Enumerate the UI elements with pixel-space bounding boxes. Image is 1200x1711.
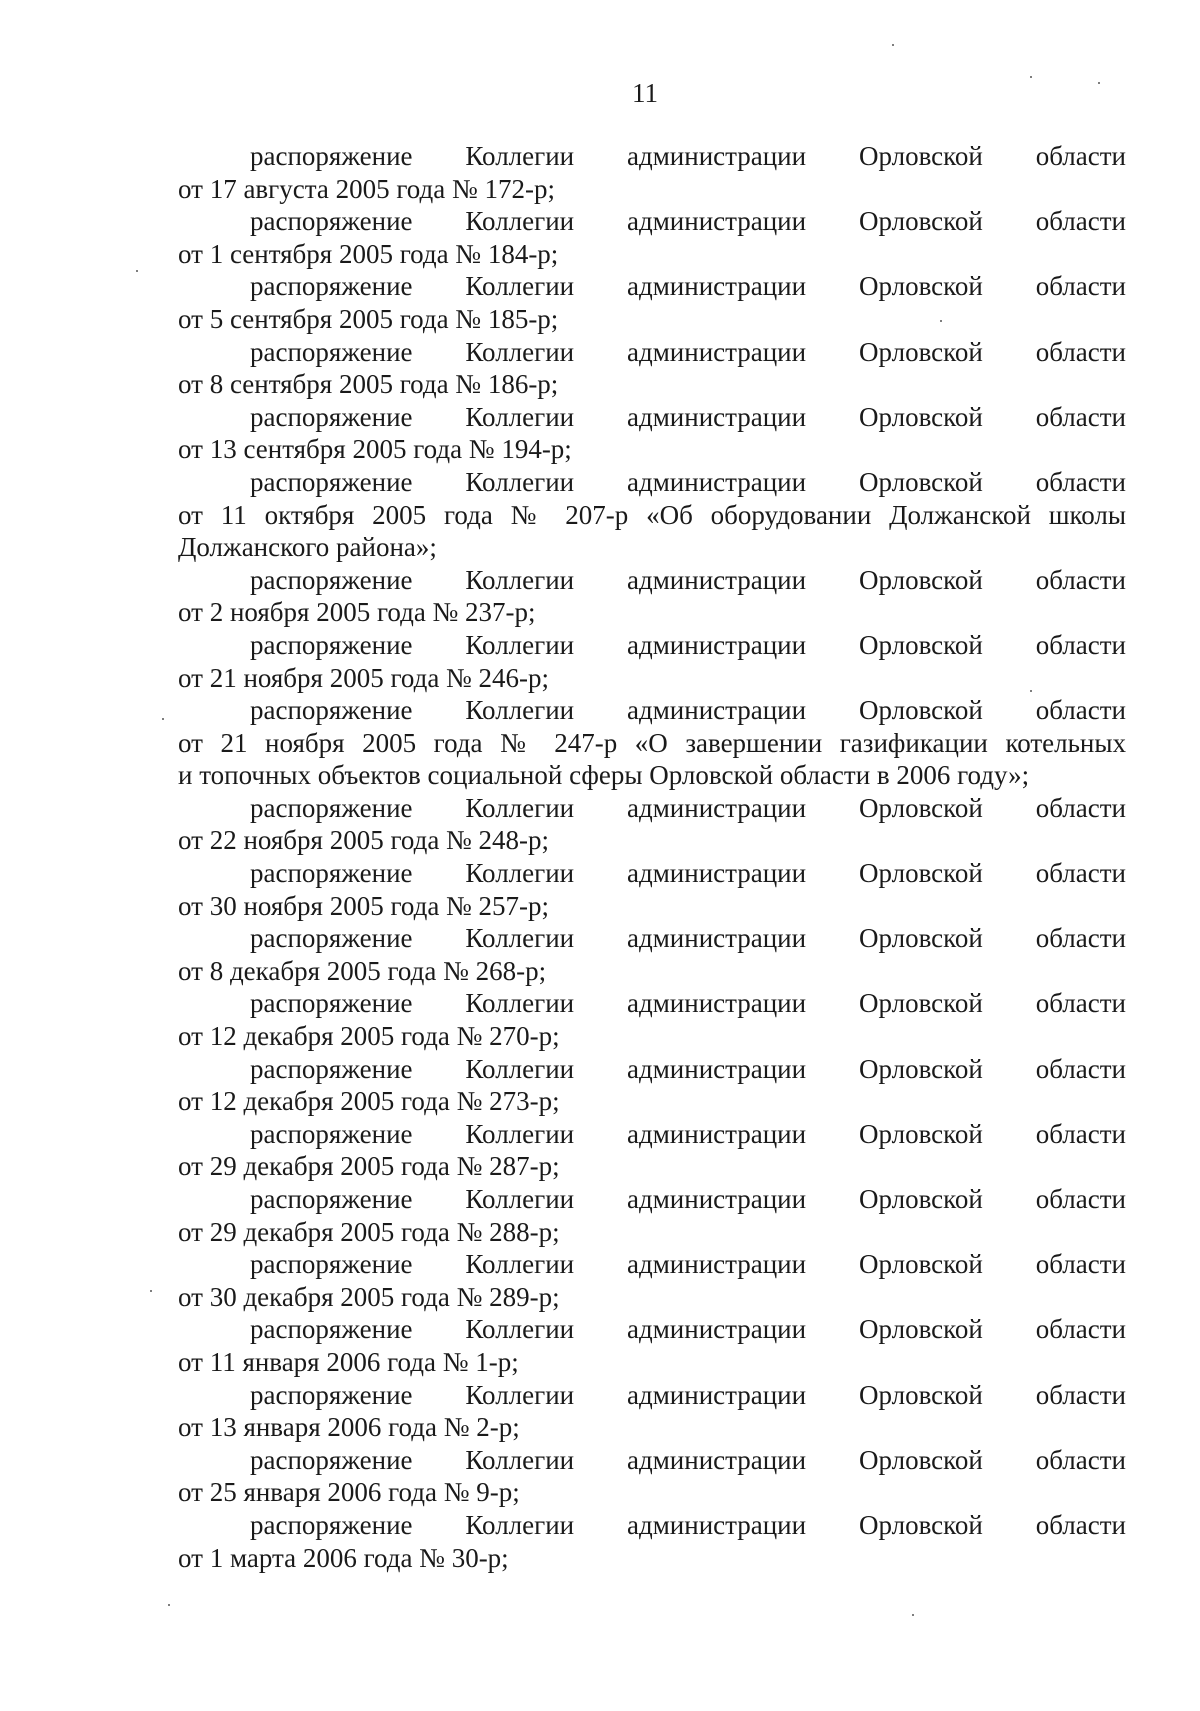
entry-text-line: от 21 ноября 2005 года № 247-р «О завершении газификации котельных <box>178 727 1126 758</box>
scan-speck <box>1030 690 1032 692</box>
entry-text-line: от 29 декабря 2005 года № 287-р; <box>178 1151 560 1182</box>
document-entry <box>178 270 1126 335</box>
entry-lead-word: Коллегии <box>465 141 575 171</box>
entry-lead-word: Орловской <box>858 858 983 889</box>
entry-lead-word: администрации <box>626 629 807 660</box>
entry-lead-line <box>178 629 1126 662</box>
entry-lead-word: области <box>1035 1249 1126 1280</box>
entry-text-line: от 5 сентября 2005 года № 185-р; <box>178 303 559 334</box>
entry-text-line: от 1 сентября 2005 года № 184-р; <box>178 238 559 269</box>
document-entry <box>178 1509 1126 1574</box>
entry-lead-word: Орловской <box>858 1444 983 1475</box>
entry-lead-line <box>178 401 1126 434</box>
document-entry <box>178 1444 1126 1509</box>
document-entry <box>178 922 1126 987</box>
entry-lead-word: распоряжение <box>250 1509 413 1540</box>
entry-lead-word: области <box>1035 141 1126 171</box>
document-entry <box>178 1053 1126 1118</box>
entry-lead-line <box>178 792 1126 825</box>
entry-lead-word: распоряжение <box>250 988 413 1019</box>
scan-speck <box>168 1604 170 1606</box>
entry-lead-word: области <box>1035 1444 1126 1475</box>
entry-text-line: от 11 октября 2005 года № 207-р «Об оборудовании Должанской школы <box>178 499 1126 530</box>
entry-text-line: от 8 декабря 2005 года № 268-р; <box>178 955 547 986</box>
entry-lead-word: Орловской <box>858 695 983 726</box>
entry-lead-word: распоряжение <box>250 629 413 660</box>
entry-lead-word: администрации <box>626 1249 807 1280</box>
entry-text-line: Должанского района»; <box>178 532 437 563</box>
entry-lead-word: распоряжение <box>250 858 413 889</box>
scan-speck <box>940 320 942 322</box>
entry-lead-word: распоряжение <box>250 206 413 237</box>
entry-lead-word: Орловской <box>858 271 983 302</box>
entry-text-line: от 11 января 2006 года № 1-р; <box>178 1346 519 1377</box>
entry-lead-word: администрации <box>626 695 807 726</box>
entry-lead-word: Коллегии <box>465 1118 575 1149</box>
document-entry <box>178 336 1126 401</box>
entry-lead-word: администрации <box>626 858 807 889</box>
entry-lead-word: области <box>1035 695 1126 726</box>
entry-lead-word: администрации <box>626 564 807 595</box>
entry-lead-word: Коллегии <box>465 1053 575 1084</box>
entry-lead-line <box>178 564 1126 597</box>
entry-lead-word: области <box>1035 629 1126 660</box>
entry-lead-word: распоряжение <box>250 336 413 367</box>
entry-lead-word: Коллегии <box>465 466 575 497</box>
entry-lead-word: администрации <box>626 1444 807 1475</box>
entry-lead-word: Коллегии <box>465 1379 575 1410</box>
entry-lead-word: администрации <box>626 401 807 432</box>
scan-speck <box>1098 82 1100 84</box>
entry-text-line: и топочных объектов социальной сферы Орловской области в 2006 году»; <box>178 760 1030 791</box>
entry-lead-word: Орловской <box>858 466 983 497</box>
entry-lead-word: Орловской <box>858 1379 983 1410</box>
entry-lead-word: распоряжение <box>250 1444 413 1475</box>
entry-lead-word: администрации <box>626 1053 807 1084</box>
document-entry <box>178 987 1126 1052</box>
entry-lead-word: Орловской <box>858 792 983 823</box>
entry-lead-word: распоряжение <box>250 564 413 595</box>
entry-lead-word: распоряжение <box>250 1118 413 1149</box>
entry-lead-line <box>178 336 1126 369</box>
entry-lead-word: Орловской <box>858 336 983 367</box>
entry-lead-word: области <box>1035 206 1126 237</box>
entry-lead-line <box>178 1248 1126 1281</box>
entry-lead-word: Орловской <box>858 1509 983 1540</box>
document-body <box>178 140 1126 1574</box>
entry-lead-line <box>178 205 1126 238</box>
entry-lead-word: администрации <box>626 336 807 367</box>
entry-lead-line <box>178 1444 1126 1477</box>
entry-lead-word: администрации <box>626 988 807 1019</box>
entry-lead-word: администрации <box>626 141 807 171</box>
document-entry <box>178 1248 1126 1313</box>
entry-lead-word: области <box>1035 1314 1126 1345</box>
entry-lead-line <box>178 1379 1126 1412</box>
entry-lead-word: области <box>1035 988 1126 1019</box>
entry-lead-word: Коллегии <box>465 1444 575 1475</box>
entry-lead-word: области <box>1035 271 1126 302</box>
entry-lead-line <box>178 1509 1126 1542</box>
entry-lead-word: Орловской <box>858 141 983 171</box>
entry-lead-line <box>178 922 1126 955</box>
scan-speck <box>912 1614 914 1616</box>
document-entry <box>178 792 1126 857</box>
entry-lead-word: Коллегии <box>465 695 575 726</box>
entry-lead-word: области <box>1035 1509 1126 1540</box>
entry-lead-word: администрации <box>626 792 807 823</box>
entry-lead-line <box>178 1118 1126 1151</box>
document-entry <box>178 1183 1126 1248</box>
entry-lead-line <box>178 694 1126 727</box>
entry-lead-word: области <box>1035 401 1126 432</box>
scan-speck <box>892 44 894 46</box>
scan-speck <box>1030 76 1032 78</box>
entry-lead-word: администрации <box>626 1379 807 1410</box>
entry-text-line: от 12 декабря 2005 года № 273-р; <box>178 1086 560 1117</box>
page-number: 11 <box>632 78 658 108</box>
entry-lead-word: Коллегии <box>465 401 575 432</box>
entry-lead-line <box>178 270 1126 303</box>
entry-lead-word: Орловской <box>858 401 983 432</box>
entry-lead-word: области <box>1035 564 1126 595</box>
entry-text-line: от 8 сентября 2005 года № 186-р; <box>178 369 559 400</box>
document-entry <box>178 857 1126 922</box>
entry-lead-word: Орловской <box>858 923 983 954</box>
entry-lead-word: области <box>1035 336 1126 367</box>
entry-lead-word: администрации <box>626 466 807 497</box>
entry-lead-word: области <box>1035 466 1126 497</box>
entry-lead-word: распоряжение <box>250 1314 413 1345</box>
entry-lead-line <box>178 987 1126 1020</box>
entry-lead-word: области <box>1035 1053 1126 1084</box>
entry-lead-line <box>178 1313 1126 1346</box>
entry-lead-word: Орловской <box>858 1184 983 1214</box>
entry-lead-word: Орловской <box>858 988 983 1019</box>
entry-text-line: от 17 августа 2005 года № 172-р; <box>178 173 555 204</box>
entry-text-line: от 13 сентября 2005 года № 194-р; <box>178 434 572 465</box>
entry-lead-word: администрации <box>626 923 807 954</box>
entry-text-line: от 2 ноября 2005 года № 237-р; <box>178 597 536 628</box>
entry-lead-word: Орловской <box>858 1053 983 1084</box>
entry-lead-word: Коллегии <box>465 336 575 367</box>
entry-lead-word: администрации <box>626 1509 807 1540</box>
entry-lead-word: Коллегии <box>465 858 575 889</box>
entry-lead-word: администрации <box>626 271 807 302</box>
entry-lead-line <box>178 1053 1126 1086</box>
entry-lead-word: распоряжение <box>250 401 413 432</box>
document-entry <box>178 564 1126 629</box>
entry-lead-word: Коллегии <box>465 1184 575 1214</box>
scan-speck <box>150 1290 152 1292</box>
document-entry <box>178 466 1126 564</box>
entry-lead-word: распоряжение <box>250 792 413 823</box>
entry-lead-line <box>178 857 1126 890</box>
entry-text-line: от 1 марта 2006 года № 30-р; <box>178 1542 509 1573</box>
entry-text-line: от 30 ноября 2005 года № 257-р; <box>178 890 550 921</box>
entry-lead-word: Коллегии <box>465 629 575 660</box>
entry-lead-word: Коллегии <box>465 988 575 1019</box>
entry-text-line: от 29 декабря 2005 года № 288-р; <box>178 1216 560 1247</box>
entry-lead-word: области <box>1035 1379 1126 1410</box>
entry-lead-word: администрации <box>626 206 807 237</box>
entry-lead-word: распоряжение <box>250 1053 413 1084</box>
entry-lead-word: Коллегии <box>465 564 575 595</box>
entry-text-line: от 25 января 2006 года № 9-р; <box>178 1477 520 1508</box>
entry-lead-word: области <box>1035 1118 1126 1149</box>
entry-lead-line <box>178 466 1126 499</box>
document-entry <box>178 694 1126 792</box>
entry-lead-word: администрации <box>626 1314 807 1345</box>
entry-text-line: от 13 января 2006 года № 2-р; <box>178 1412 520 1443</box>
entry-lead-word: распоряжение <box>250 1249 413 1280</box>
entry-lead-word: Орловской <box>858 564 983 595</box>
entry-lead-word: распоряжение <box>250 141 413 171</box>
entry-lead-line <box>178 140 1126 173</box>
entry-lead-word: распоряжение <box>250 271 413 302</box>
entry-lead-word: администрации <box>626 1118 807 1149</box>
entry-lead-word: Орловской <box>858 1249 983 1280</box>
entry-text-line: от 21 ноября 2005 года № 246-р; <box>178 662 550 693</box>
entry-lead-word: Коллегии <box>465 1314 575 1345</box>
document-entry <box>178 401 1126 466</box>
entry-lead-word: Орловской <box>858 1118 983 1149</box>
entry-lead-word: распоряжение <box>250 1379 413 1410</box>
entry-lead-word: распоряжение <box>250 695 413 726</box>
entry-text-line: от 30 декабря 2005 года № 289-р; <box>178 1281 560 1312</box>
entry-lead-word: администрации <box>626 1184 807 1214</box>
entry-lead-word: Коллегии <box>465 792 575 823</box>
entry-lead-word: Коллегии <box>465 1509 575 1540</box>
document-entry <box>178 629 1126 694</box>
scan-speck <box>162 718 164 720</box>
entry-lead-word: области <box>1035 792 1126 823</box>
entry-lead-word: области <box>1035 923 1126 954</box>
entry-lead-line <box>178 1183 1126 1216</box>
entry-text-line: от 22 ноября 2005 года № 248-р; <box>178 825 550 856</box>
document-entry <box>178 140 1126 205</box>
entry-lead-word: Коллегии <box>465 923 575 954</box>
entry-lead-word: Коллегии <box>465 206 575 237</box>
entry-lead-word: Коллегии <box>465 271 575 302</box>
entry-text-line: от 12 декабря 2005 года № 270-р; <box>178 1021 560 1052</box>
entry-lead-word: Орловской <box>858 629 983 660</box>
entry-lead-word: Орловской <box>858 206 983 237</box>
document-entry <box>178 1379 1126 1444</box>
entry-lead-word: области <box>1035 1184 1126 1214</box>
entry-lead-word: области <box>1035 858 1126 889</box>
entry-lead-word: Коллегии <box>465 1249 575 1280</box>
entry-lead-word: распоряжение <box>250 923 413 954</box>
entry-lead-word: Орловской <box>858 1314 983 1345</box>
entry-lead-word: распоряжение <box>250 466 413 497</box>
document-entry <box>178 205 1126 270</box>
document-entry <box>178 1118 1126 1183</box>
document-entry <box>178 1313 1126 1378</box>
scan-speck <box>136 270 138 272</box>
entry-lead-word: распоряжение <box>250 1184 413 1214</box>
